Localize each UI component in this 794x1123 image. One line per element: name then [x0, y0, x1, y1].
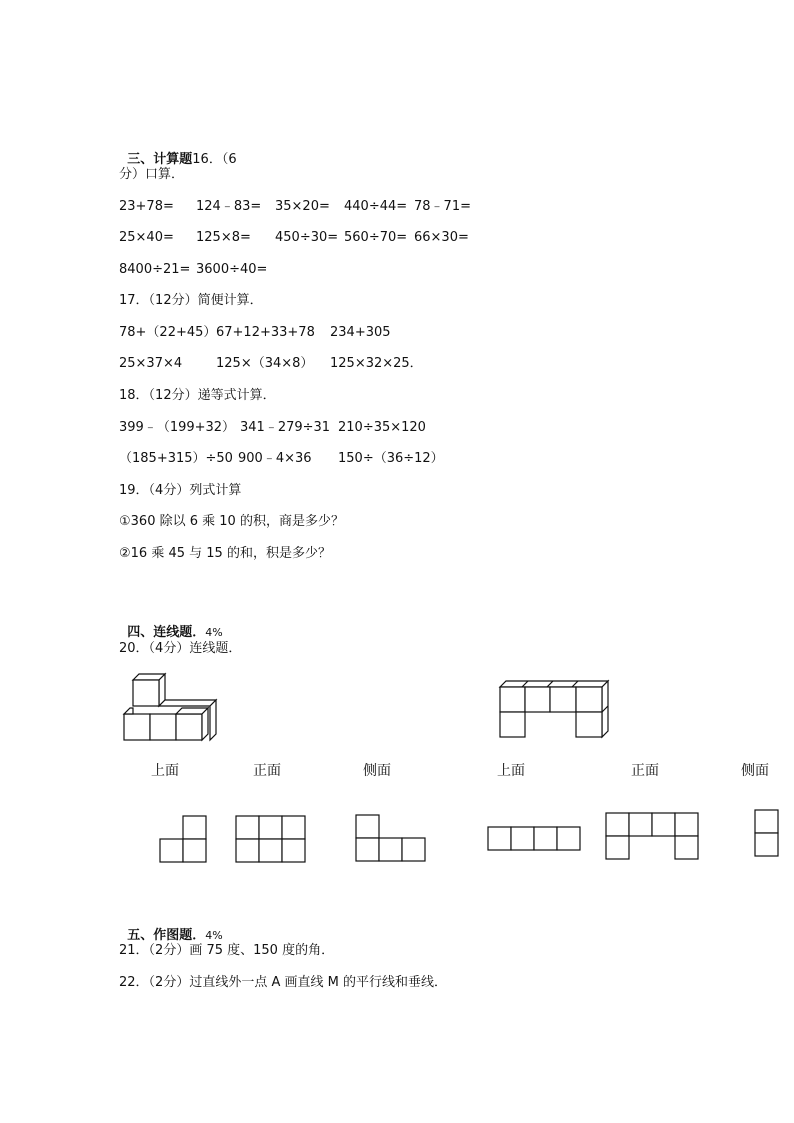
- q20: 20．（4分）连线题．: [119, 641, 242, 656]
- step-2-3: 150÷（36÷12）: [338, 451, 444, 466]
- step-1-1: 399﹣（199+32）: [119, 420, 236, 435]
- oral-2-3: 450÷30=: [275, 230, 339, 245]
- solid-figure-left: [120, 672, 220, 742]
- step-2-1: （185+315）÷50: [119, 451, 233, 466]
- q17: 17．（12分）简便计算．: [119, 293, 263, 308]
- oral-1-2: 124﹣83=: [196, 199, 262, 214]
- q22: 22．（2分）过直线外一点 A 画直线 M 的平行线和垂线．: [119, 975, 447, 990]
- view-shape-3: [355, 813, 429, 863]
- simp-1-2: 67+12+33+78: [216, 325, 315, 340]
- label-side-view-left: 侧面: [363, 763, 391, 779]
- oral-1-5: 78﹣71=: [414, 199, 471, 214]
- q19: 19．（4分）列式计算: [119, 483, 242, 498]
- q16-head: 16．（6: [192, 152, 237, 167]
- section4-score: 4%: [205, 626, 223, 639]
- oral-1-4: 440÷44=: [344, 199, 408, 214]
- oral-3-2: 3600÷40=: [196, 262, 268, 277]
- label-side-view-right: 侧面: [741, 763, 769, 779]
- oral-1-3: 35×20=: [275, 199, 330, 214]
- step-1-2: 341﹣279÷31: [240, 420, 331, 435]
- q19-part2: ②16 乘 45 与 15 的和，积是多少？: [119, 546, 331, 561]
- label-front-view-left: 正面: [253, 763, 281, 779]
- simp-2-1: 25×37×4: [119, 356, 183, 371]
- q16-tail: 分）口算．: [119, 167, 185, 182]
- oral-2-5: 66×30=: [414, 230, 469, 245]
- section5-heading-line: [119, 912, 223, 944]
- label-front-view-right: 正面: [631, 763, 659, 779]
- simp-1-3: 234+305: [330, 325, 391, 340]
- label-top-view-right: 上面: [497, 763, 525, 779]
- section3-heading: 三、计算题: [127, 152, 193, 167]
- label-top-view-left: 上面: [151, 763, 179, 779]
- section5-heading: 五、作图题．: [127, 928, 206, 943]
- view-shape-6: [754, 809, 780, 859]
- section3-heading-line: [119, 136, 237, 168]
- view-shape-4: [487, 826, 583, 854]
- step-1-3: 210÷35×120: [338, 420, 426, 435]
- simp-1-1: 78+（22+45）: [119, 325, 217, 340]
- oral-1-1: 23+78=: [119, 199, 174, 214]
- oral-2-1: 25×40=: [119, 230, 174, 245]
- q18: 18．（12分）递等式计算．: [119, 388, 276, 403]
- oral-2-4: 560÷70=: [344, 230, 408, 245]
- section5-score: 4%: [205, 929, 223, 942]
- simp-2-2: 125×（34×8）: [216, 356, 314, 371]
- section4-heading: 四、连线题．: [127, 625, 206, 640]
- view-shape-2: [235, 814, 307, 864]
- oral-2-2: 125×8=: [196, 230, 251, 245]
- section4-heading-line: [119, 609, 223, 641]
- view-shape-5: [605, 811, 701, 861]
- step-2-2: 900﹣4×36: [238, 451, 312, 466]
- oral-3-1: 8400÷21=: [119, 262, 191, 277]
- q21: 21．（2分）画 75 度、150 度的角．: [119, 943, 335, 958]
- simp-2-3: 125×32×25．: [330, 356, 423, 371]
- solid-figure-right: [496, 675, 616, 745]
- q19-part1: ①360 除以 6 乘 10 的积，商是多少？: [119, 514, 344, 529]
- view-shape-1: [159, 814, 209, 864]
